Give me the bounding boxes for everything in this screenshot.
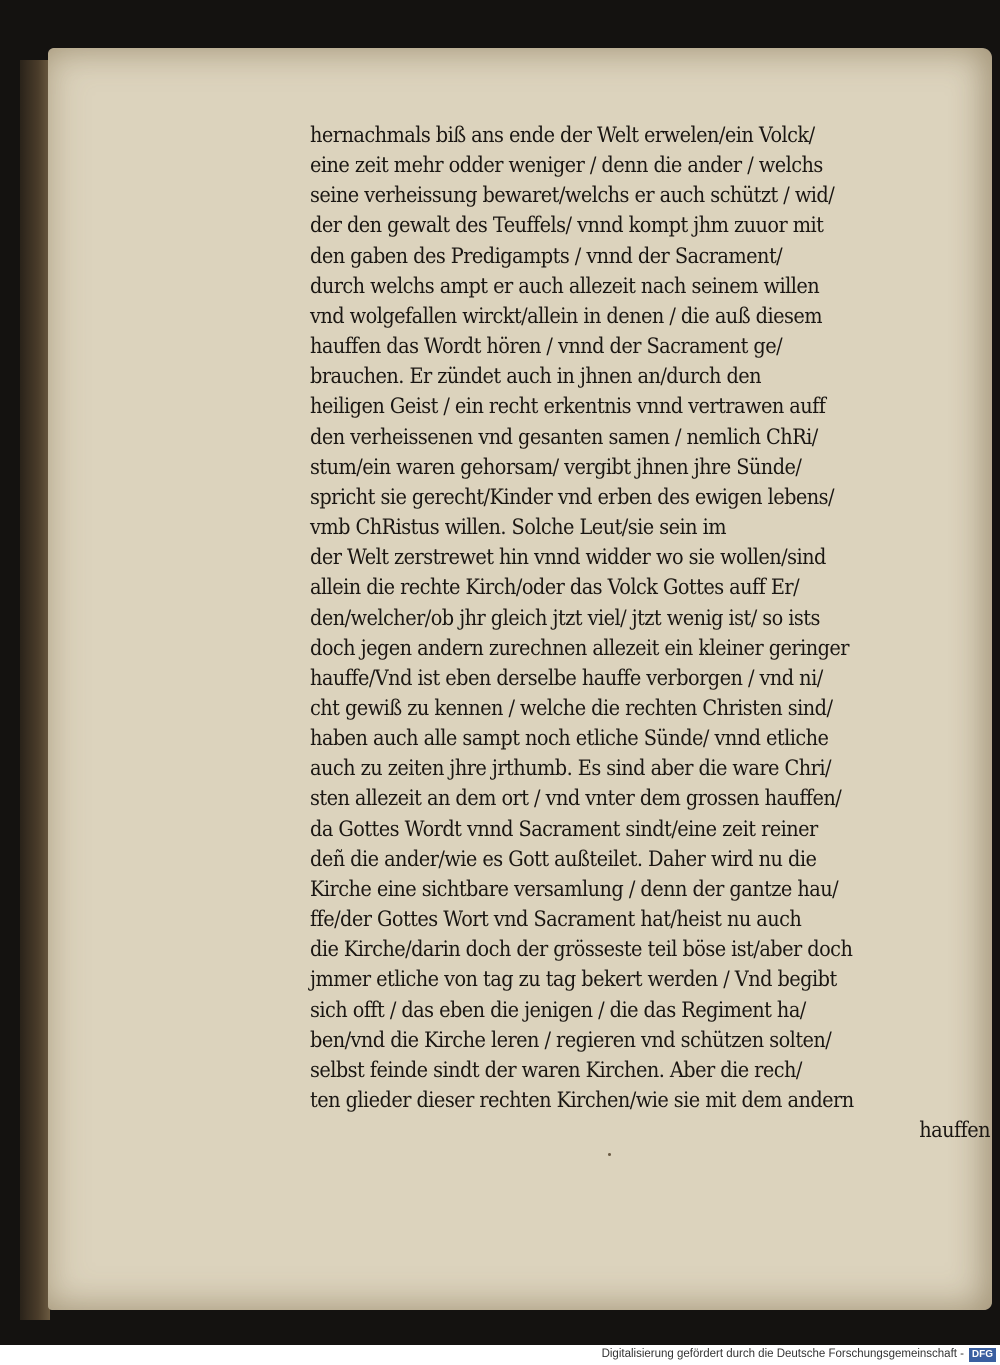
- text-line: hernachmals biß ans ende der Welt erwelen/ein Volck/: [310, 123, 815, 147]
- footer-bar: [0, 1345, 1000, 1365]
- text-line: spricht sie gerecht/Kinder vnd erben des ewigen lebens/: [310, 484, 835, 509]
- book-page: [48, 48, 992, 1310]
- text-line: der den gewalt des Teuffels/ vnnd kompt jhm zuuor mit: [310, 213, 824, 238]
- text-line: brauchen. Er zündet auch in jhnen an/durch den: [310, 364, 762, 389]
- text-line: ben/vnd die Kirche leren / regieren vnd schützen solten/: [310, 1027, 832, 1052]
- text-line: hauffen das Wordt hören / vnnd der Sacrament ge/: [310, 334, 783, 359]
- book-binding-edge: [20, 60, 50, 1320]
- dfg-logo: DFG: [969, 1348, 996, 1362]
- text-line: sich offt / das eben die jenigen / die das Regiment ha/: [310, 997, 806, 1022]
- text-line: doch jegen andern zurechnen allezeit ein kleiner geringer: [310, 635, 850, 660]
- text-line: deñ die ander/wie es Gott außteilet. Daher wird nu die: [310, 846, 817, 871]
- text-line: sten allezeit an dem ort / vnd vnter dem grossen hauffen/: [310, 786, 842, 811]
- text-line: Kirche eine sichtbare versamlung / denn der gantze hau/: [310, 876, 839, 901]
- text-line: den/welcher/ob jhr gleich jtzt viel/ jtzt wenig ist/ so ists: [310, 605, 820, 630]
- text-line: durch welchs ampt er auch allezeit nach seinem willen: [310, 273, 820, 298]
- text-line: eine zeit mehr odder weniger / denn die ander / welchs: [310, 153, 823, 178]
- footer-credit: Digitalisierung gefördert durch die Deutsche Forschungsgemeinschaft -: [601, 1348, 964, 1360]
- text-line: vmb ChRistus willen. Solche Leut/sie sein im: [310, 515, 726, 540]
- text-line: seine verheissung bewaret/welchs er auch schützt / wid/: [310, 183, 835, 208]
- text-line: da Gottes Wordt vnnd Sacrament sindt/eine zeit reiner: [310, 816, 818, 841]
- text-line: der Welt zerstrewet hin vnnd widder wo sie wollen/sind: [310, 545, 826, 570]
- text-line: allein die rechte Kirch/oder das Volck Gottes auff Er/: [310, 575, 800, 600]
- text-line: hauffe/Vnd ist eben derselbe hauffe verborgen / vnd ni/: [310, 665, 823, 690]
- catchword: hauffen: [919, 1118, 990, 1143]
- text-line: selbst feinde sindt der waren Kirchen. Aber die rech/: [310, 1057, 802, 1082]
- page-text-block: [310, 120, 990, 1145]
- text-line: heiligen Geist / ein recht erkentnis vnnd vertrawen auff: [310, 394, 826, 419]
- text-line: den gaben des Predigampts / vnnd der Sacrament/: [310, 243, 783, 268]
- text-line: auch zu zeiten jhre jrthumb. Es sind aber die ware Chri/: [310, 756, 831, 781]
- text-line: die Kirche/darin doch der grösseste teil böse ist/aber doch: [310, 937, 853, 962]
- text-line: den verheissenen vnd gesanten samen / nemlich ChRi/: [310, 424, 818, 449]
- paper-speck: [608, 1153, 611, 1156]
- text-line: haben auch alle sampt noch etliche Sünde/ vnnd etliche: [310, 726, 829, 751]
- text-line: stum/ein waren gehorsam/ vergibt jhnen jhre Sünde/: [310, 454, 802, 479]
- text-line: cht gewiß zu kennen / welche die rechten Christen sind/: [310, 695, 833, 720]
- text-line: jmmer etliche von tag zu tag bekert werden / Vnd begibt: [310, 967, 837, 992]
- text-line: vnd wolgefallen wirckt/allein in denen / die auß diesem: [310, 303, 822, 328]
- text-line: ten glieder dieser rechten Kirchen/wie sie mit dem andern: [310, 1088, 854, 1112]
- text-line: ffe/der Gottes Wort vnd Sacrament hat/heist nu auch: [310, 907, 802, 932]
